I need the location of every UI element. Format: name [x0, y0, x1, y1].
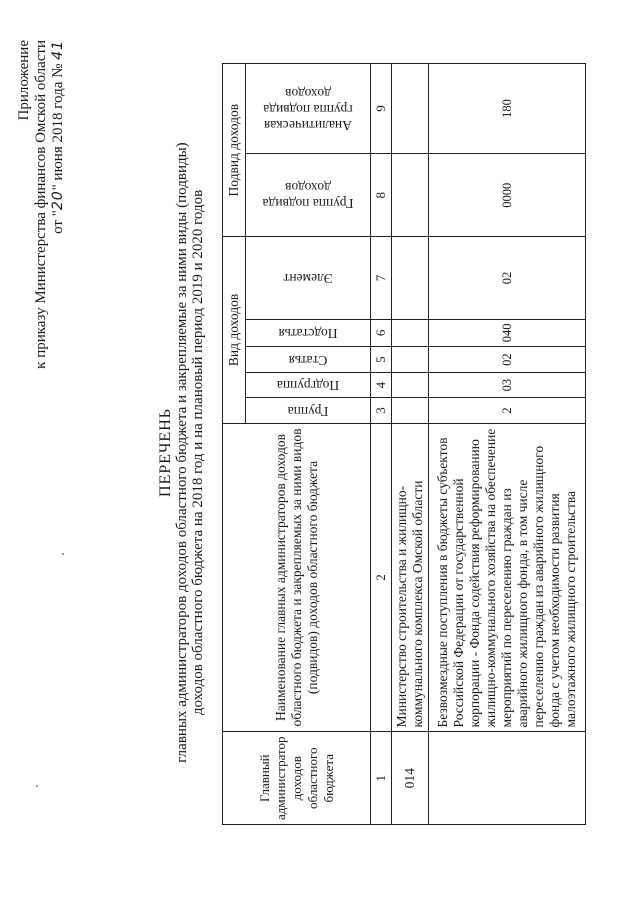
column-number: 2 — [371, 423, 392, 732]
header-podstatya — [246, 319, 371, 347]
column-number: 1 — [371, 732, 392, 825]
row-code-gruppa-podvida: 0000 — [429, 154, 586, 237]
row-code-element: 02 — [429, 237, 586, 319]
column-number: 8 — [371, 154, 392, 237]
revenue-administrators-table — [222, 63, 586, 825]
header-gruppa-label: Группа — [287, 403, 329, 419]
column-number: 6 — [371, 319, 392, 347]
document-title: ПЕРЕЧЕНЬ — [157, 408, 174, 497]
header-element — [246, 237, 371, 319]
header-analytic-group-label: Аналитическая группа подвида доходов — [263, 85, 353, 133]
header-statya — [246, 347, 371, 373]
header-gruppa-podvida-label: Группа подвида доходов — [262, 180, 354, 212]
appendix-date-line — [50, 40, 67, 400]
date-prefix: от " — [50, 210, 66, 234]
date-middle: " июня 2018 года № — [50, 63, 66, 191]
row-code-gruppa: 2 — [429, 398, 586, 423]
header-podvid-dohodov: Подвид доходов — [223, 64, 246, 237]
document-subtitle-line1: главных администраторов доходов областного бюджета и закрепляемые за ними виды (подвиды) — [174, 142, 190, 763]
row-code-gruppa-podvida — [392, 154, 429, 237]
row-code-podstatya — [392, 319, 429, 347]
column-number: 9 — [371, 64, 392, 154]
row-code-analytic — [392, 64, 429, 154]
table-row — [392, 64, 429, 825]
header-name: Наименование главных администраторов доходов областного бюджета и закрепляемых за ними видов (подвидов) доходов областного бюджета — [223, 423, 371, 732]
header-podgruppa — [246, 372, 371, 398]
column-number: 5 — [371, 347, 392, 373]
row-name: Безвозмездные поступления в бюджеты субъектов Российской Федерации от государственной корпорации - Фонда содействия реформированию жилищно-коммунального хозяйства на обеспечение мероприятий по переселению граждан из аварийного жилищного фонда, в том числе переселению граждан из аварийного жилищного фонда с учетом необходимости развития малоэтажного жилищного строительства — [429, 423, 586, 732]
row-name: Министерство строительства и жилищно-коммунального комплекса Омской области — [392, 423, 429, 732]
table-column-numbers-row — [371, 64, 392, 825]
header-admin: Главный администратор доходов областного бюджета — [223, 732, 371, 825]
appendix-title: Приложение — [16, 40, 32, 121]
row-code-podgruppa: 03 — [429, 372, 586, 398]
header-vid-dohodov: Вид доходов — [223, 237, 246, 423]
header-podgruppa-label: Подгруппа — [276, 378, 340, 394]
column-number: 4 — [371, 372, 392, 398]
header-gruppa — [246, 398, 371, 423]
header-podstatya-label: Подстатья — [278, 325, 338, 341]
column-number: 3 — [371, 398, 392, 423]
row-code-statya — [392, 347, 429, 373]
header-element-label: Элемент — [283, 270, 333, 286]
row-code-podgruppa — [392, 372, 429, 398]
appendix-order-reference: к приказу Министерства финансов Омской области — [33, 40, 49, 369]
handwritten-day: 20 — [50, 190, 66, 211]
header-analytic-group — [246, 64, 371, 154]
row-admin-code: 014 — [392, 732, 429, 825]
row-code-podstatya: 040 — [429, 319, 586, 347]
table-header-row-1 — [223, 64, 246, 825]
appendix-header — [16, 40, 67, 400]
row-code-element — [392, 237, 429, 319]
header-statya-label: Статья — [288, 352, 328, 368]
row-code-analytic: 180 — [429, 64, 586, 154]
row-admin-code — [429, 732, 586, 825]
handwritten-order-number: 41 — [50, 40, 66, 60]
row-code-gruppa — [392, 398, 429, 423]
document-heading — [158, 0, 206, 905]
row-code-statya: 02 — [429, 347, 586, 373]
document-subtitle-line2: доходов областного бюджета на 2018 год и на плановый период 2019 и 2020 годов — [190, 189, 206, 716]
scan-speck — [36, 785, 38, 787]
table-row — [429, 64, 586, 825]
scan-speck — [62, 553, 64, 555]
header-gruppa-podvida — [246, 154, 371, 237]
column-number: 7 — [371, 237, 392, 319]
